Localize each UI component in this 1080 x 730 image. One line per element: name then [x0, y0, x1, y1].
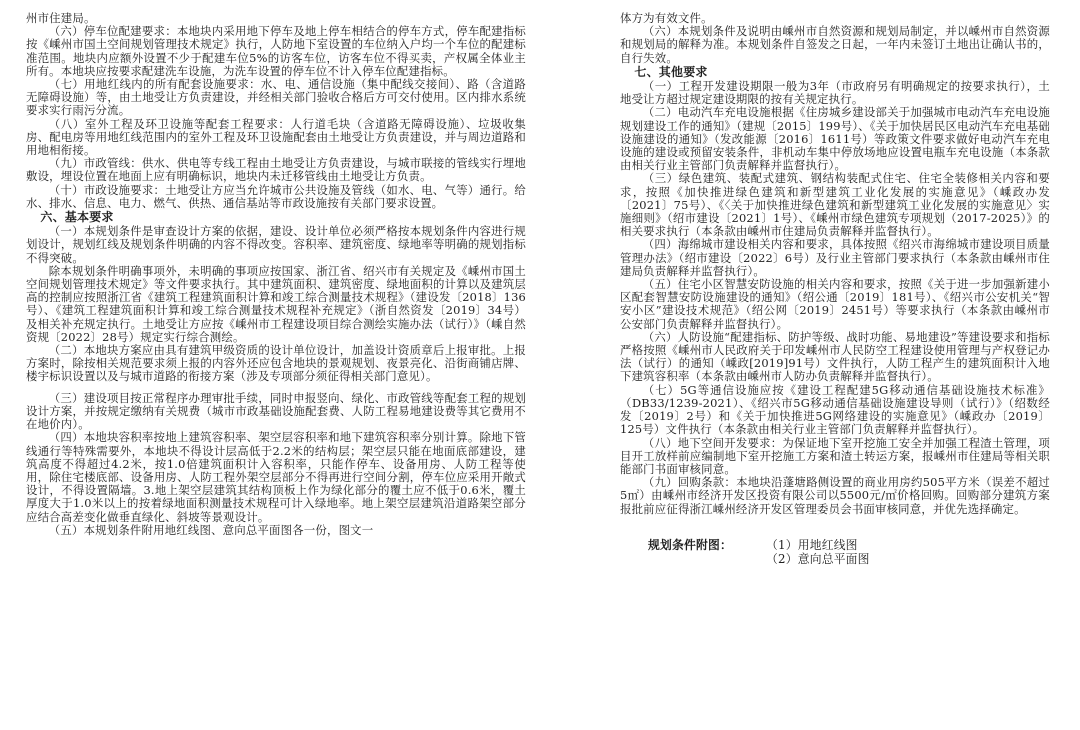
paragraph: （二）本地块方案应由具有建筑甲级资质的设计单位设计，加盖设计资质章后上报审批。上报方案时，除按相关规范要求须上报的内容外还应包含地块的景观规划、夜景亮化、沿街商铺店牌、楼宇标识设置以及与城市道路的衔接方案（涉及专项部分须征得相关部门意见）。	[26, 343, 526, 384]
attachments	[620, 538, 1050, 566]
paragraph: （四）本地块容积率按地上建筑容积率、架空层容积率和地下建筑容积率分别计算。除地下管线通行等特殊需要外，本地块不得设计层高低于2.2米的结构层；架空层只能在地面底部建设，建筑高度不得超过4.2米，按1.0倍建筑面积计入容积率，只能作停车、设备用房、人防工程等使用，除住宅楼底部、设备用房、人防工程外架空层部分不得再进行空间分割，停车位应采用开敞式设计，不得设置隔墙。3.地上架空层建筑其结构顶板上作为绿化部分的覆土应不低于0.6米，覆土厚度大于1.0米以上的按着绿地面积测量技术规程可计入绿地率。地上架空层建筑沿道路架空部分应结合高差变化做垂直绿化、斜坡等景观设计。	[26, 430, 526, 524]
outdoor-works: （八）室外工程及环卫设施等配套工程要求：人行道毛块（含道路无障碍设施）、垃圾收集房、配电房等用地红线范围内的室外工程及环卫设施配套由土地受让方负责建设，并与周边道路和用地相衔接。	[26, 116, 526, 158]
municipal-pipelines: （九）市政管线：供水、供电等专线工程由土地受让方负责建设，与城市联接的管线实行埋地敷设，埋设位置在地面上应有明确标识，地块内未迁移管线由土地受让方负责。	[26, 156, 526, 184]
paragraph: （三）建设项目按正常程序办理审批手续，同时申报竖向、绿化、市政管线等配套工程的规划设计方案，并按规定缴纳有关规费（城市市政基础设施配套费、人防工程易地建设费等其它费用不在地价内）。	[26, 390, 526, 432]
municipal-facilities: （十）市政设施要求：土地受让方应当允许城市公共设施及管线（如水、电、气等）通行。给水、排水、信息、电力、燃气、供热、通信基站等市政设施按有关部门要求设置。	[26, 182, 526, 210]
parking-requirements: （六）停车位配建要求：本地块内采用地下停车及地上停车相结合的停车方式，停车配建指标按《嵊州市国土空间规划管理技术规定》执行，人防地下室设置的车位纳入户均一个车位的配建标准范围。地块内应额外设置不少于配建车位5%的访客车位，访客车位不得买卖，产权属全体业主所有。本地块应按要求配建洗车设施，为洗车设置的停车位不计入停车位配建指标。	[26, 24, 526, 78]
paragraph: （六）人防设施“配建指标、防护等级、战时功能、易地建设”等建设要求和指标严格按照《嵊州市人民政府关于印发嵊州市人民防空工程建设使用管理与产权登记办法（试行）的通知（嵊政[2019]91号）文件执行，人防工程产生的建筑面积计入地下建筑容积率（本条款由嵊州市人防办负责解释并监督执行）。	[620, 329, 1050, 384]
attachments-label: 规划条件附图：	[648, 537, 732, 552]
paragraph: （四）海绵城市建设相关内容和要求，具体按照《绍兴市海绵城市建设项目质量管理办法》（绍市建设〔2022〕6号）及行业主管部门要求执行（本条款由嵊州市住建局负责解释并监督执行）。	[620, 237, 1050, 278]
section-heading-other: 七、其他要求	[634, 64, 708, 79]
paragraph: （七）5G等通信设施应按《建设工程配建5G移动通信基础设施技术标准》（DB33/1239-2021）、《绍兴市5G移动通信基础设施建设导则（试行）》（绍数经发〔2019〕2号）和《关于加快推进5G网络建设的实施意见》（嵊政办〔2019〕125号）文件执行（本条款由相关行业主管部门负责解释并监督执行）。	[620, 382, 1050, 437]
attachment-item: （1）用地红线图	[766, 537, 858, 552]
paragraph: （三）绿色建筑、装配式建筑、钢结构装配式住宅、住宅全装修相关内容和要求，按照《加快推进绿色建筑和新型建筑工业化发展的实施意见》（嵊政办发〔2021〕75号）、《〈关于加快推进绿色建筑和新型建筑工业化发展的实施意见〉实施细则》（绍市建设〔2021〕1号）、《嵊州市绿色建筑专项规划（2017-2025）》的相关要求执行（本条款由嵊州市住建局负责解释并监督执行）。	[620, 171, 1050, 239]
left-column	[26, 12, 526, 537]
right-column	[620, 12, 1050, 566]
paragraph: （八）地下空间开发要求：为保证地下室开挖施工安全并加强工程渣土管理，项目开工放样前应编制地下室开挖施工方案和渣土转运方案，报嵊州市住建局等相关职能部门书面审核同意。	[620, 435, 1050, 476]
paragraph: （六）本规划条件及说明由嵊州市自然资源和规划局制定，并以嵊州市自然资源和规划局的解释为准。本规划条件自签发之日起，一年内未签订土地出让确认书的，自行失效。	[620, 24, 1050, 65]
section-heading-basic: 六、基本要求	[40, 210, 114, 225]
paragraph: 州市住建局。	[26, 11, 96, 25]
paragraph: （一）工程开发建设期限一般为3年（市政府另有明确规定的按要求执行），土地受让方超过规定建设期限的按有关规定执行。	[620, 79, 1050, 107]
paragraph: （五）本规划条件附用地红线图、意向总平面图各一份，图文一	[48, 522, 374, 537]
paragraph: （九）回购条款：本地块沿蓬塘路侧设置的商业用房约505平方米（误差不超过5㎡）由嵊州市经济开发区投资有限公司以5500元/㎡价格回购。回购部分建筑方案报批前应征得浙江嵊州经济开发区管理委员会书面审核同意，并优先选择确定。	[620, 475, 1050, 516]
attachments-row	[648, 538, 1050, 566]
paragraph: （五）住宅小区智慧安防设施的相关内容和要求，按照《关于进一步加强新建小区配套智慧安防设施建设的通知》（绍公通〔2019〕181号）、《绍兴市公安机关“智安小区”建设技术规范》（绍公网〔2019〕2451号）等要求执行（本条款由嵊州市公安部门负责解释并监督执行）。	[620, 277, 1050, 331]
paragraph: 除本规划条件明确事项外，未明确的事项应按国家、浙江省、绍兴市有关规定及《嵊州市国土空间规划管理技术规定》等文件要求执行。其中建筑面积、建筑密度、绿地面积的计算以及建筑层高的控制应按照浙江省《建筑工程建筑面积计算和竣工综合测量技术规程》（建设发〔2018〕136号）、《建筑工程建筑面积计算和竣工综合测量技术规程补充规定》（浙自然资发〔2019〕34号）及相关补充规定执行。土地受让方应按《嵊州市工程建设项目综合测绘实施办法（试行）》（嵊自然资规〔2022〕28号）规定实行综合测绘。	[26, 263, 526, 344]
paragraph: （二）电动汽车充电设施根据《住房城乡建设部关于加强城市电动汽车充电设施规划建设工作的通知》（建规〔2015〕199号）、《关于加快居民区电动汽车充电基础设施建设的通知》（发改能源〔2016〕1611号）等政策文件要求做好电动汽车充电设施的建设或预留安装条件，非机动车集中停放场地应设置电瓶车充电设施（本条款由相关行业主管部门负责解释并监督执行）。	[620, 105, 1050, 173]
supporting-facilities: （七）用地红线内的所有配套设施要求：水、电、通信设施（集中配线交接间）、路（含道路无障碍设施）等，由土地受让方负责建设，并经相关部门验收合格后方可交付使用。区内排水系统要求实行雨污分流。	[26, 77, 526, 118]
attachment-item: （2）意向总平面图	[766, 551, 870, 566]
paragraph: 体方为有效文件。	[620, 11, 713, 25]
paragraph: （一）本规划条件是审查设计方案的依据，建设、设计单位必须严格按本规划条件内容进行规划设计，规划红线及规划条件明确的内容不得改变。容积率、建筑密度、绿地率等明确的规划指标不得突破。	[26, 224, 526, 265]
attachments-list	[766, 538, 870, 566]
